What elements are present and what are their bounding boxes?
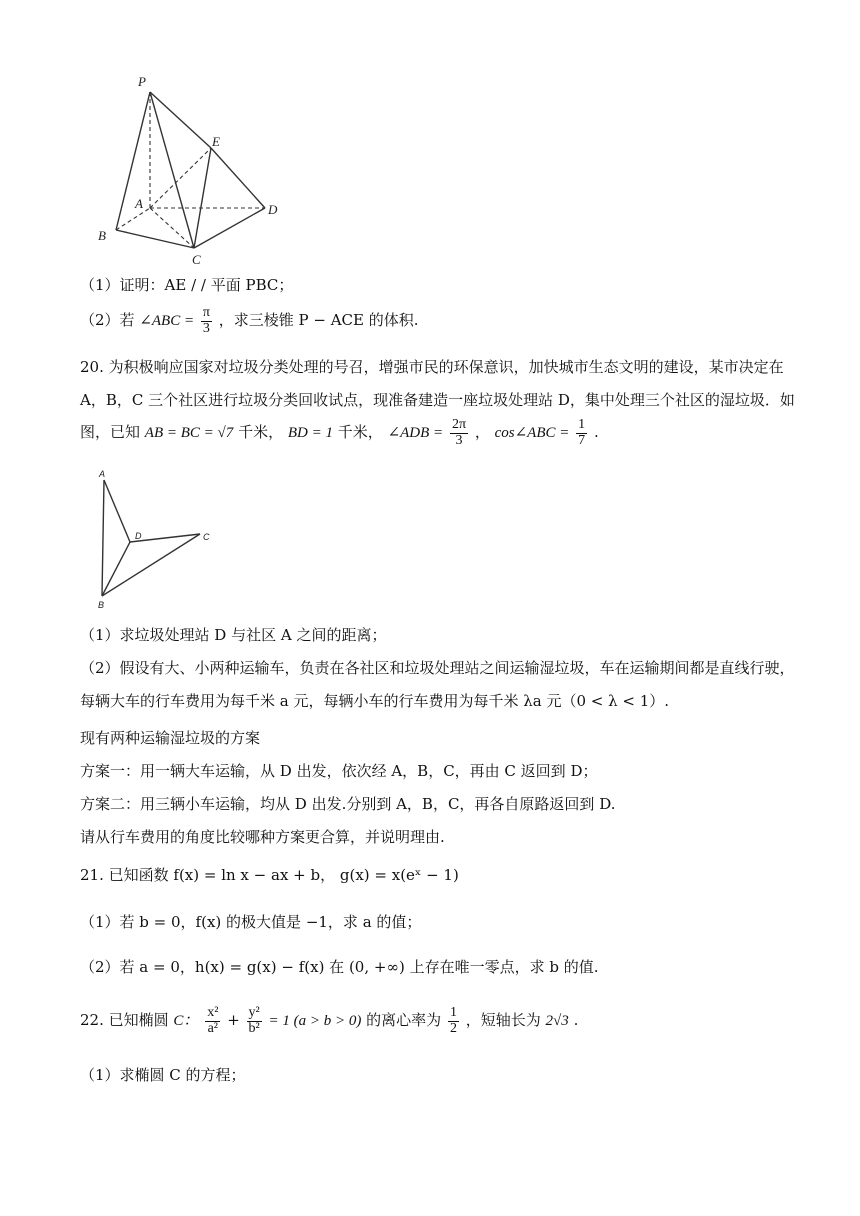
label-C: C [203,532,210,542]
q21-part1: （1）若 b = 0，f(x) 的极大值是 −1，求 a 的值； [80,913,422,931]
fraction-pi-over-3: $\frac{\pi}{3}$ [202,305,210,336]
edge-ED [211,148,265,208]
edge-BC [116,230,194,248]
edge-AC [150,208,194,248]
label-A: A [99,469,106,479]
q20-part1: （1）求垃圾处理站 D 与社区 A 之间的距离； [80,626,387,644]
label-A: A [135,196,143,211]
edge-BC [102,534,200,596]
fraction-x2-a2: $\frac{\text{x²}}{\text{a²}}$ [207,1005,219,1036]
fraction-1-over-2: $\frac{1}{2}$ [449,1005,457,1036]
q20-ask: 请从行车费用的角度比较哪种方案更合算，并说明理由. [80,828,445,846]
label-B: B [98,600,105,610]
q20-plan-intro: 现有两种运输湿垃圾的方案 [80,729,261,747]
fraction-y2-b2: $\frac{\text{y²}}{\text{b²}}$ [248,1005,260,1036]
q20-line2: A，B，C 三个社区进行垃圾分类回收试点，现准备建造一座垃圾处理站 D，集中处理三个社区的湿垃圾．如 [80,391,795,409]
q20-part2-l1: （2）假设有大、小两种运输车，负责在各社区和垃圾处理站之间运输湿垃圾，车在运输期间都是直线行驶， [80,659,795,677]
edge-PB [116,92,150,230]
q21-stem: 21. 已知函数 f(x) = ln x − ax + b， g(x) = x(eˣ − 1) [80,866,459,884]
q22-stem: 22. 已知椭圆 C： $\frac{\text{x²}}{\text{a²}}$ + $\frac{\text{y²}}{\text{b²}}$ = 1 (a > b > 0) 的离心率为 $\frac{1}{2}$ ，短轴长为 2√3 . [80,1005,579,1036]
q20-plan1: 方案一：用一辆大车运输，从 D 出发，依次经 A，B，C，再由 C 返回到 D； [80,762,598,780]
label-D: D [268,202,278,217]
label-D: D [135,531,142,541]
station-figure [90,466,220,610]
q19-part1: （1）证明：AE / / 平面 PBC； [80,276,294,294]
pyramid-figure [90,70,290,270]
edge-AD [104,480,130,542]
fraction-1-over-7: $\frac{1}{7}$ [578,417,586,448]
edge-AB [102,480,104,596]
label-P: P [138,74,146,89]
q20-line3: 图，已知 AB = BC = √7 千米， BD = 1 千米， ∠ADB = $\frac{2\pi}{3}$ ， cos∠ABC = $\frac{1}{7}$ . [80,417,599,448]
label-C: C [192,252,201,267]
q20-part2-l2: 每辆大车的行车费用为每千米 a 元，每辆小车的行车费用为每千米 λa 元（0 < λ < 1）. [80,692,670,710]
edge-PE [150,92,211,148]
edge-PC [150,92,194,248]
q21-part2: （2）若 a = 0，h(x) = g(x) − f(x) 在 (0, +∞) 上存在唯一零点，求 b 的值. [80,958,599,976]
edge-EC [194,148,211,248]
q19-part2: （2）若 ∠ABC = $\frac{\pi}{3}$ ，求三棱锥 P − ACE 的体积. [80,305,419,336]
q20-line1: 20. 为积极响应国家对垃圾分类处理的号召，增强市民的环保意识，加快城市生态文明的建设，某市决定在 [80,358,784,376]
fraction-2pi-over-3: $\frac{2\pi}{3}$ [451,417,467,448]
q22-part1: （1）求椭圆 C 的方程； [80,1066,246,1084]
label-E: E [212,134,220,149]
q20-plan2: 方案二：用三辆小车运输，均从 D 出发.分别到 A，B，C，再各自原路返回到 D. [80,795,616,813]
edge-CD [194,208,265,248]
label-B: B [98,228,106,243]
